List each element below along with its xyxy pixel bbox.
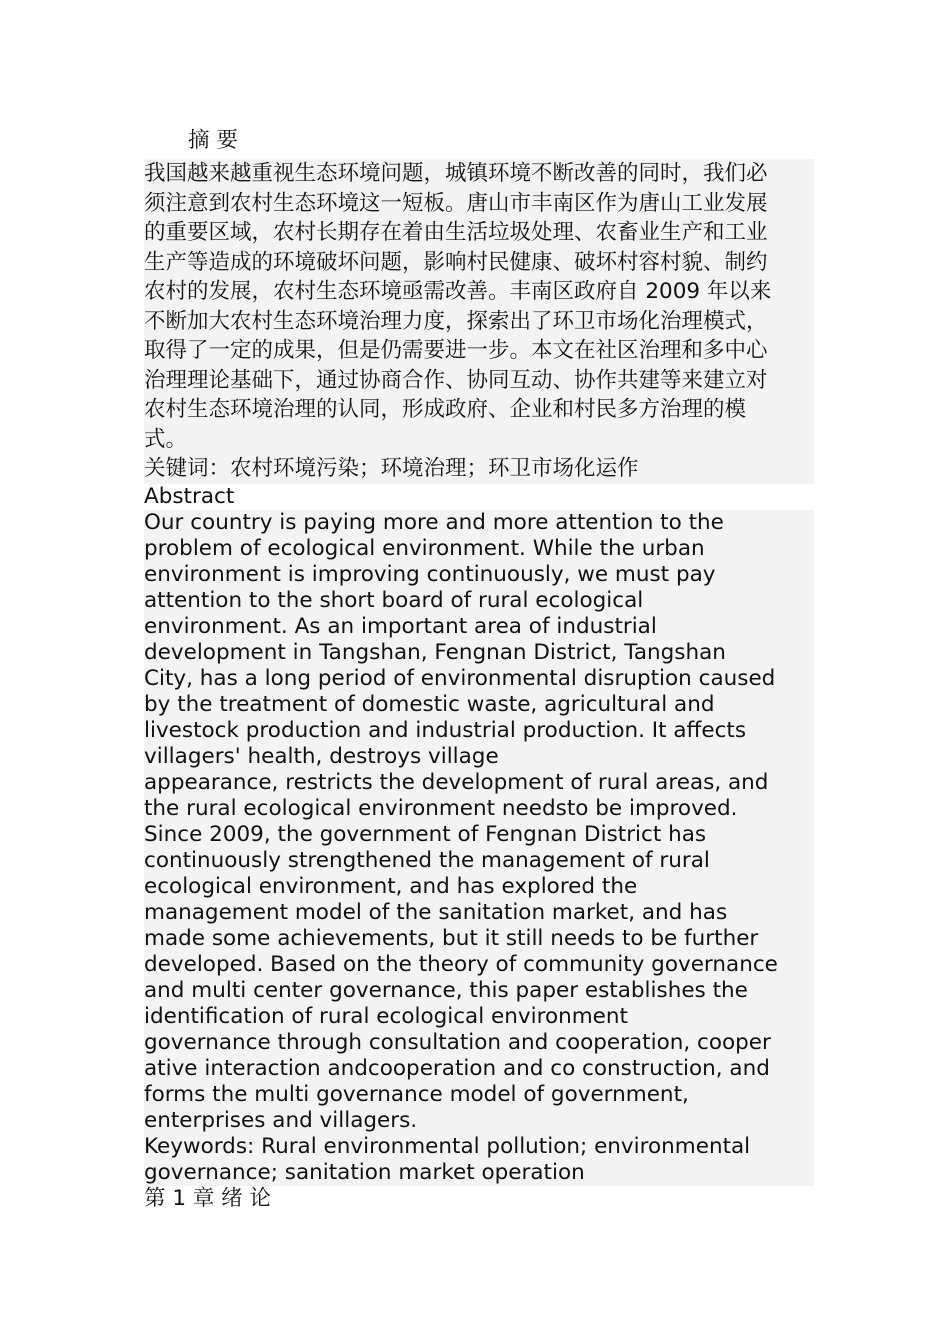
cn-keywords: 关键词：农村环境污染；环境治理；环卫市场化运作 <box>144 454 814 484</box>
en-abstract-line: forms the multi governance model of government, <box>144 1082 814 1108</box>
en-abstract-body <box>144 510 814 1134</box>
en-abstract-line: Since 2009, the government of Fengnan District has <box>144 822 814 848</box>
en-abstract-title: Abstract <box>144 483 235 509</box>
en-abstract-line: villagers' health, destroys village <box>144 744 814 770</box>
en-abstract-line: livestock production and industrial production. It affects <box>144 718 814 744</box>
cn-abstract-line: 的重要区域，农村长期存在着由生活垃圾处理、农畜业生产和工业 <box>144 218 814 248</box>
cn-abstract-line: 农村生态环境治理的认同，形成政府、企业和村民多方治理的模 <box>144 395 814 425</box>
cn-abstract-line: 不断加大农村生态环境治理力度，探索出了环卫市场化治理模式， <box>144 307 814 337</box>
en-abstract-line: problem of ecological environment. While the urban <box>144 536 814 562</box>
en-abstract-line: the rural ecological environment needsto be improved. <box>144 796 814 822</box>
en-abstract-line: attention to the short board of rural ecological <box>144 588 814 614</box>
cn-abstract-line: 生产等造成的环境破坏问题，影响村民健康、破坏村容村貌、制约 <box>144 248 814 278</box>
en-abstract-line: environment is improving continuously, we must pay <box>144 562 814 588</box>
cn-abstract-body <box>144 159 814 454</box>
cn-abstract-line: 我国越来越重视生态环境问题，城镇环境不断改善的同时，我们必 <box>144 159 814 189</box>
en-abstract-line: continuously strengthened the management of rural <box>144 848 814 874</box>
cn-abstract-line: 须注意到农村生态环境这一短板。唐山市丰南区作为唐山工业发展 <box>144 189 814 219</box>
en-abstract-line: management model of the sanitation market, and has <box>144 900 814 926</box>
en-keywords-line: governance; sanitation market operation <box>144 1160 814 1186</box>
en-abstract-line: ative interaction andcooperation and co construction, and <box>144 1056 814 1082</box>
en-abstract-line: made some achievements, but it still needs to be further <box>144 926 814 952</box>
en-abstract-line: by the treatment of domestic waste, agricultural and <box>144 692 814 718</box>
document-page <box>144 127 814 1212</box>
en-abstract-line: developed. Based on the theory of community governance <box>144 952 814 978</box>
en-abstract-line: identification of rural ecological environment <box>144 1004 814 1030</box>
en-abstract-line: enterprises and villagers. <box>144 1108 814 1134</box>
en-abstract-line: governance through consultation and cooperation, cooper <box>144 1030 814 1056</box>
en-abstract-line: Our country is paying more and more attention to the <box>144 510 814 536</box>
en-keywords-line: Keywords: Rural environmental pollution; environmental <box>144 1134 814 1160</box>
cn-abstract-line: 农村的发展，农村生态环境亟需改善。丰南区政府自 2009 年以来 <box>144 277 814 307</box>
cn-abstract-line: 治理理论基础下，通过协商合作、协同互动、协作共建等来建立对 <box>144 366 814 396</box>
en-abstract-line: ecological environment, and has explored the <box>144 874 814 900</box>
en-abstract-line: appearance, restricts the development of rural areas, and <box>144 770 814 796</box>
cn-abstract-title: 摘 要 <box>188 128 238 153</box>
cn-abstract-line: 式。 <box>144 425 814 455</box>
cn-abstract-line: 取得了一定的成果，但是仍需要进一步。本文在社区治理和多中心 <box>144 336 814 366</box>
en-abstract-line: environment. As an important area of industrial <box>144 614 814 640</box>
en-abstract-line: City, has a long period of environmental disruption caused <box>144 666 814 692</box>
en-keywords <box>144 1134 814 1186</box>
en-abstract-line: and multi center governance, this paper establishes the <box>144 978 814 1004</box>
en-abstract-line: development in Tangshan, Fengnan District, Tangshan <box>144 640 814 666</box>
chapter-heading: 第 1 章 绪 论 <box>144 1185 272 1211</box>
